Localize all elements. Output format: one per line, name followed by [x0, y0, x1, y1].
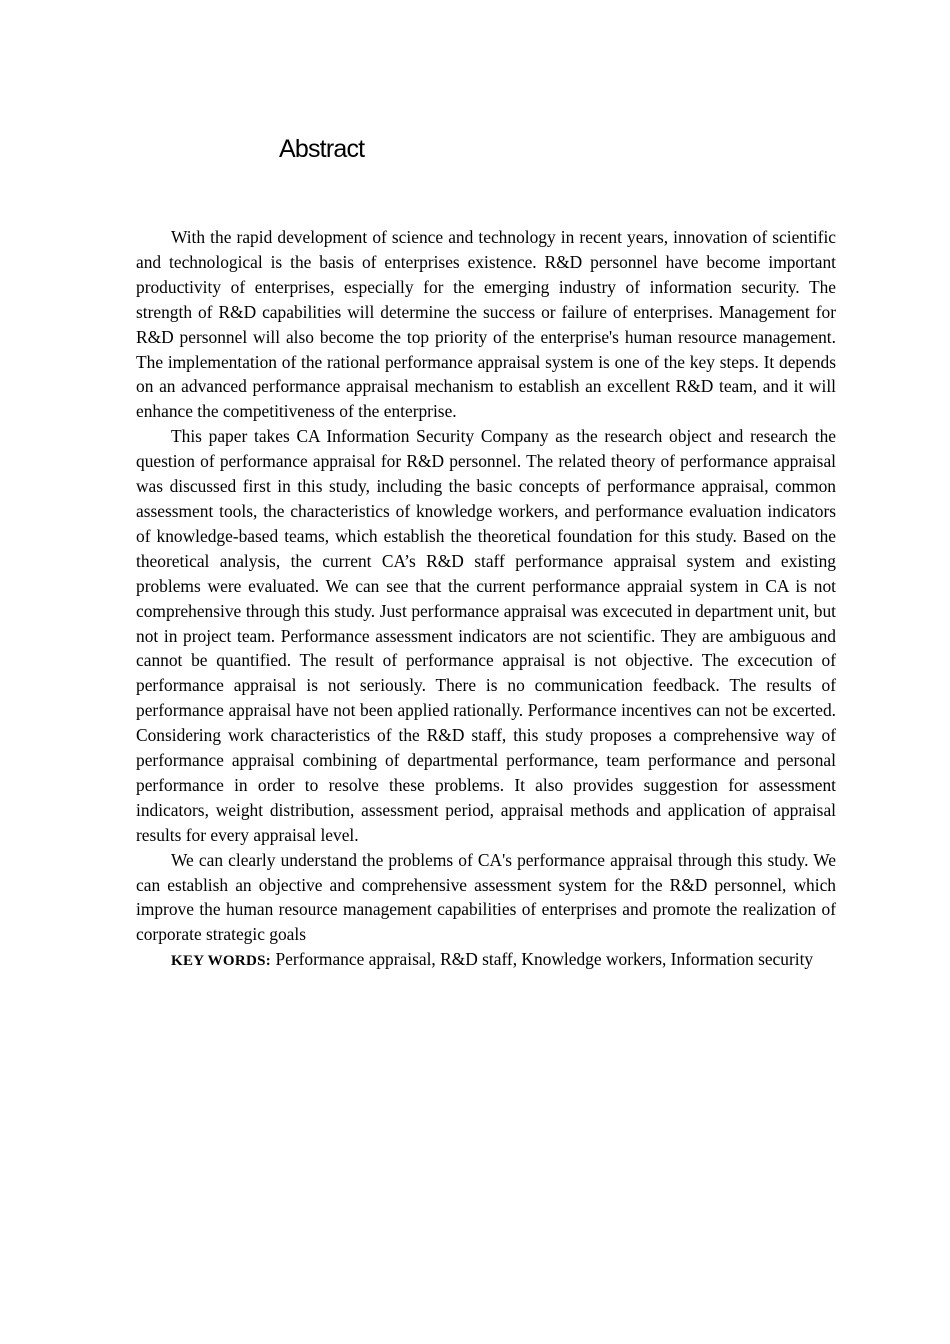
- abstract-paragraph-1: With the rapid development of science and technology in recent years, innovation of scientific and technological is the basis of enterprises existence. R&D personnel have become important productivity of enterprises, especially for the emerging industry of information security. The strength of R&D capabilities will determine the success or failure of enterprises. Management for R&D personnel will also become the top priority of the enterprise's human resource management. The implementation of the rational performance appraisal system is one of the key steps. It depends on an advanced performance appraisal mechanism to establish an excellent R&D team, and it will enhance the competitiveness of the enterprise.: [136, 227, 836, 422]
- abstract-paragraph-3: We can clearly understand the problems of CA's performance appraisal through this study. We can establish an objective and comprehensive assessment system for the R&D personnel, which improve the human resource management capabilities of enterprises and promote the realization of corporate strategic goals: [136, 849, 836, 945]
- abstract-title: Abstract: [279, 135, 365, 163]
- keywords-label: KEY WORDS:: [171, 953, 272, 970]
- keywords-line: [136, 947, 836, 974]
- abstract-body: [136, 225, 836, 974]
- keywords-text: Performance appraisal, R&D staff, Knowledge workers, Information security: [271, 949, 814, 970]
- abstract-paragraph-2: This paper takes CA Information Security Company as the research object and research the question of performance appraisal for R&D personnel. The related theory of performance appraisal was discussed first in this study, including the basic concepts of performance appraisal, common assessment tools, the characteristics of knowledge workers, and performance evaluation indicators of knowledge-based teams, which establish the theoretical foundation for this study. Based on the theoretical analysis, the current CA’s R&D staff performance appraisal system and existing problems were evaluated. We can see that the current performance appraial system in CA is not comprehensive through this study. Just performance appraisal was excecuted in department unit, but not in project team. Performance assessment indicators are not scientific. They are ambiguous and cannot be quantified. The result of performance appraisal is not objective. The excecution of performance appraisal is not seriously. There is no communication feedback. The results of performance appraisal have not been applied rationally. Performance incentives can not be excerted. Considering work characteristics of the R&D staff, this study proposes a comprehensive way of performance appraisal combining of departmental performance, team performance and personal performance in order to resolve these problems. It also provides suggestion for assessment indicators, weight distribution, assessment period, appraisal methods and application of appraisal results for every appraisal level.: [136, 426, 836, 845]
